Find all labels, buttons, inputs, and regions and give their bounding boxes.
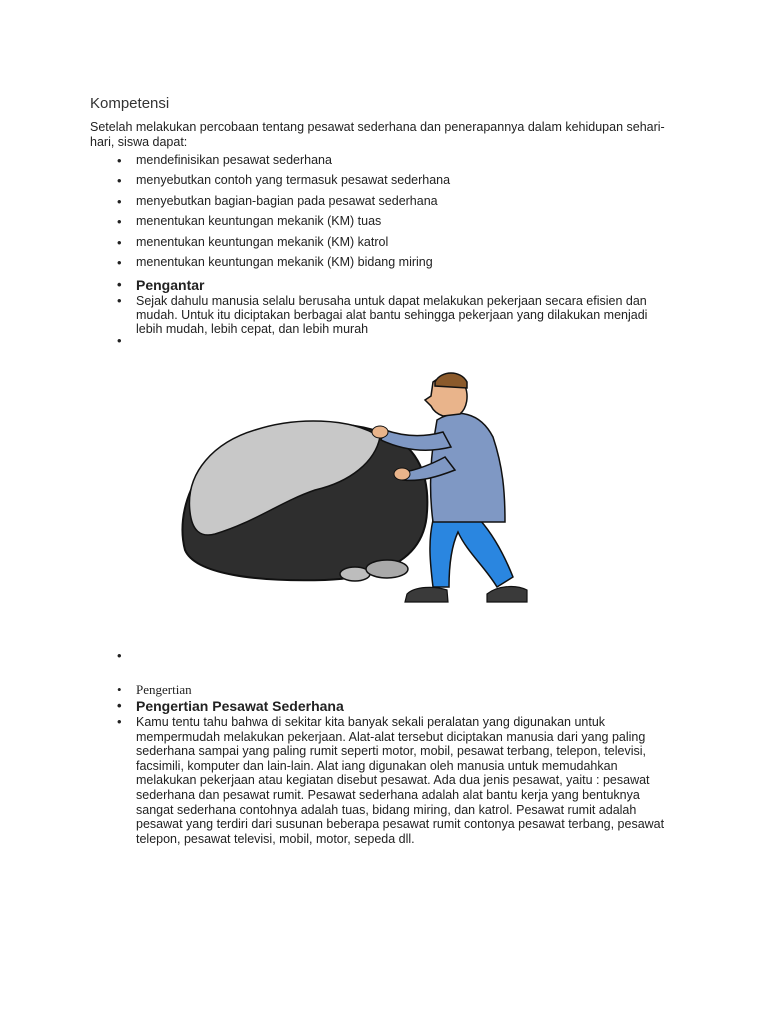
empty-bullet [114, 333, 140, 351]
man-hand [372, 426, 388, 438]
pengertian-pesawat-heading: • Pengertian Pesawat Sederhana [114, 698, 674, 714]
pengertian-label: • Pengertian [114, 682, 192, 698]
pebble-shape [366, 560, 408, 578]
list-item: • menyebutkan bagian-bagian pada pesawat sederhana [114, 194, 674, 214]
pengertian-pesawat-section [114, 698, 674, 846]
man-shoe [487, 587, 527, 602]
kompetensi-intro: Setelah melakukan percobaan tentang pesawat sederhana dan penerapannya dalam kehidupan sehari-hari, siswa dapat: [90, 120, 665, 149]
man-hand [394, 468, 410, 480]
pengantar-section [114, 277, 674, 336]
list-item: • menentukan keuntungan mekanik (KM) bidang miring [114, 255, 674, 275]
kompetensi-list [114, 153, 674, 275]
man-pushing-boulder-illustration [175, 362, 535, 617]
empty-bullet [114, 648, 140, 666]
list-item: • menentukan keuntungan mekanik (KM) katrol [114, 235, 674, 255]
pengertian-pesawat-text: • Kamu tentu tahu bahwa di sekitar kita banyak sekali peralatan yang digunakan untuk mempermudah melakukan pekerjaan. Alat-alat tersebut diciptakan manusia dari yang paling sederhana sampai yang paling rumit seperti motor, mobil, pesawat terbang, telepon, televisi, facsimili, komputer dan lain-lain. Alat iang digunakan oleh manusia untuk memudahkan melakukan pekerjaan atau kegiatan disebut pesawat. Ada dua jenis pesawat, yaitu : pesawat sederhana dan pesawat rumit. Pesawat sederhana adalah alat bantu kerja yang bentuknya sangat sederhana contohnya adalah tuas, bidang miring, dan katrol. Pesawat rumit adalah pesawat yang terdiri dari susunan beberapa pesawat rumit contonya pesawat terbang, pesawat telepon, pesawat televisi, mobil, motor, sepeda dll. [114, 715, 674, 846]
man-trousers [430, 520, 513, 587]
kompetensi-heading: Kompetensi [90, 95, 170, 112]
pengantar-text: • Sejak dahulu manusia selalu berusaha untuk dapat melakukan pekerjaan secara efisien dan mudah. Untuk itu diciptakan berbagai alat bantu sehingga pekerjaan yang dilakukan menjadi lebih mudah, lebih cepat, dan lebih murah [114, 294, 674, 336]
list-item: • menyebutkan contoh yang termasuk pesawat sederhana [114, 173, 674, 193]
pengertian-item [114, 682, 192, 698]
pengantar-heading: • Pengantar [114, 277, 674, 293]
man-cap [435, 373, 467, 388]
list-item: • mendefinisikan pesawat sederhana [114, 153, 674, 173]
list-item [114, 333, 140, 351]
man-shoe [405, 587, 448, 602]
list-item [114, 648, 140, 666]
list-item: • menentukan keuntungan mekanik (KM) tuas [114, 214, 674, 234]
